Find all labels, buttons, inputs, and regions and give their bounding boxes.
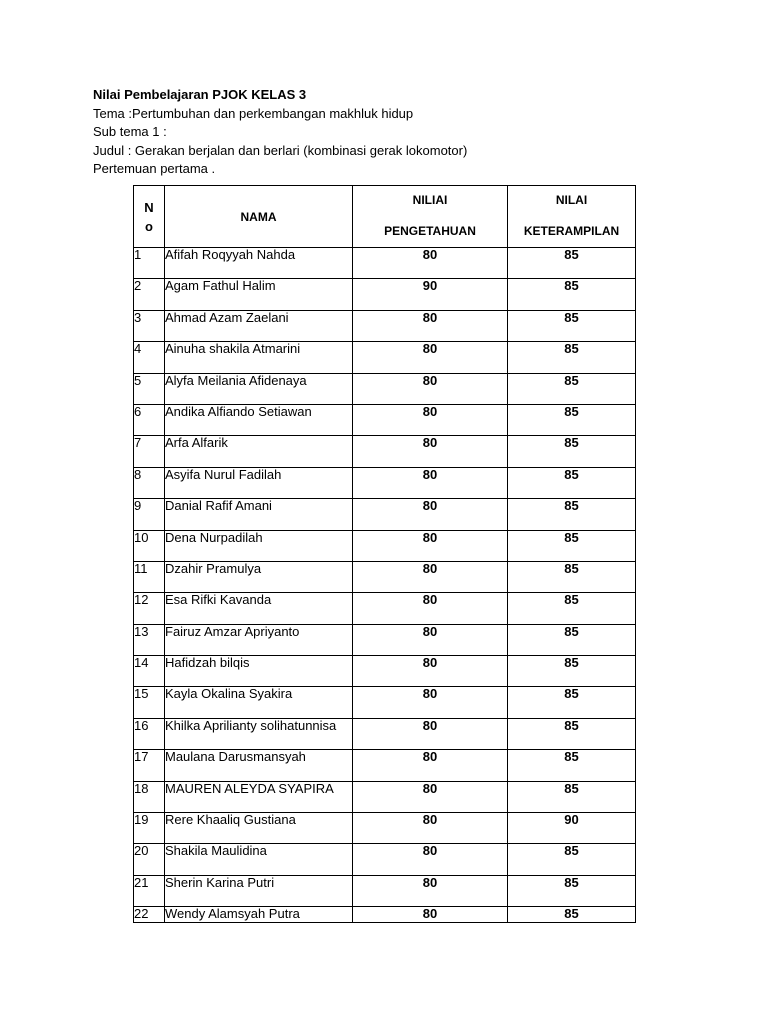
row-pengetahuan: 80 <box>353 499 508 530</box>
row-nama: Wendy Alamsyah Putra <box>165 907 353 923</box>
table-row <box>134 844 636 875</box>
row-keterampilan: 85 <box>508 844 636 875</box>
row-no: 14 <box>134 656 165 687</box>
row-keterampilan: 85 <box>508 404 636 435</box>
table-row <box>134 875 636 906</box>
subtema-line: Sub tema 1 : <box>93 124 167 139</box>
row-no: 4 <box>134 342 165 373</box>
row-pengetahuan: 80 <box>353 310 508 341</box>
header-nama: NAMA <box>165 186 353 248</box>
row-no: 18 <box>134 781 165 812</box>
row-nama: Arfa Alfarik <box>165 436 353 467</box>
row-pengetahuan: 80 <box>353 813 508 844</box>
row-nama: Hafidzah bilqis <box>165 656 353 687</box>
row-nama: Ainuha shakila Atmarini <box>165 342 353 373</box>
row-no: 22 <box>134 907 165 923</box>
header-keterampilan <box>508 186 636 248</box>
row-keterampilan: 85 <box>508 907 636 923</box>
row-pengetahuan: 80 <box>353 656 508 687</box>
table-row <box>134 373 636 404</box>
header-keterampilan-line2: KETERAMPILAN <box>523 224 620 238</box>
row-pengetahuan: 80 <box>353 687 508 718</box>
row-no: 7 <box>134 436 165 467</box>
row-keterampilan: 85 <box>508 248 636 279</box>
row-keterampilan: 85 <box>508 687 636 718</box>
row-pengetahuan: 80 <box>353 436 508 467</box>
row-keterampilan: 85 <box>508 656 636 687</box>
row-keterampilan: 85 <box>508 436 636 467</box>
header-no <box>134 186 165 248</box>
row-pengetahuan: 80 <box>353 718 508 749</box>
row-no: 5 <box>134 373 165 404</box>
row-no: 9 <box>134 499 165 530</box>
document-header <box>93 86 467 179</box>
table-row <box>134 813 636 844</box>
row-nama: Shakila Maulidina <box>165 844 353 875</box>
row-no: 20 <box>134 844 165 875</box>
table-header-row <box>134 186 636 248</box>
row-nama: Khilka Aprilianty solihatunnisa <box>165 718 353 749</box>
table-row <box>134 624 636 655</box>
table-row <box>134 248 636 279</box>
row-keterampilan: 85 <box>508 781 636 812</box>
row-keterampilan: 85 <box>508 750 636 781</box>
table-row <box>134 310 636 341</box>
row-pengetahuan: 80 <box>353 248 508 279</box>
row-no: 1 <box>134 248 165 279</box>
row-nama: Afifah Roqyyah Nahda <box>165 248 353 279</box>
table-row <box>134 907 636 923</box>
row-no: 15 <box>134 687 165 718</box>
row-keterampilan: 85 <box>508 310 636 341</box>
table-row <box>134 342 636 373</box>
table-row <box>134 467 636 498</box>
row-pengetahuan: 80 <box>353 844 508 875</box>
row-keterampilan: 85 <box>508 342 636 373</box>
row-nama: Dena Nurpadilah <box>165 530 353 561</box>
tema-line: Tema :Pertumbuhan dan perkembangan makhluk hidup <box>93 105 414 121</box>
row-pengetahuan: 80 <box>353 907 508 923</box>
document-title: Nilai Pembelajaran PJOK KELAS 3 <box>93 87 307 102</box>
header-pengetahuan <box>353 186 508 248</box>
row-pengetahuan: 80 <box>353 561 508 592</box>
table-row <box>134 530 636 561</box>
row-no: 12 <box>134 593 165 624</box>
row-no: 16 <box>134 718 165 749</box>
row-pengetahuan: 80 <box>353 781 508 812</box>
row-pengetahuan: 80 <box>353 875 508 906</box>
row-no: 19 <box>134 813 165 844</box>
row-pengetahuan: 80 <box>353 530 508 561</box>
header-pengetahuan-line1: NILIAI <box>412 193 448 207</box>
row-keterampilan: 85 <box>508 373 636 404</box>
row-no: 17 <box>134 750 165 781</box>
row-nama: MAUREN ALEYDA SYAPIRA <box>165 781 353 812</box>
row-keterampilan: 90 <box>508 813 636 844</box>
row-keterampilan: 85 <box>508 561 636 592</box>
row-no: 11 <box>134 561 165 592</box>
grades-table <box>133 185 636 923</box>
row-pengetahuan: 80 <box>353 750 508 781</box>
row-keterampilan: 85 <box>508 499 636 530</box>
row-nama: Sherin Karina Putri <box>165 875 353 906</box>
row-nama: Rere Khaaliq Gustiana <box>165 813 353 844</box>
row-no: 6 <box>134 404 165 435</box>
row-no: 21 <box>134 875 165 906</box>
row-no: 3 <box>134 310 165 341</box>
row-no: 13 <box>134 624 165 655</box>
row-nama: Asyifa Nurul Fadilah <box>165 467 353 498</box>
row-nama: Alyfa Meilania Afidenaya <box>165 373 353 404</box>
pertemuan-line: Pertemuan pertama . <box>93 161 216 176</box>
row-nama: Fairuz Amzar Apriyanto <box>165 624 353 655</box>
table-row <box>134 718 636 749</box>
row-pengetahuan: 80 <box>353 404 508 435</box>
row-nama: Kayla Okalina Syakira <box>165 687 353 718</box>
row-no: 10 <box>134 530 165 561</box>
row-keterampilan: 85 <box>508 875 636 906</box>
row-pengetahuan: 80 <box>353 373 508 404</box>
header-pengetahuan-line2: PENGETAHUAN <box>384 224 476 238</box>
table-row <box>134 781 636 812</box>
row-nama: Andika Alfiando Setiawan <box>165 404 353 435</box>
table-row <box>134 499 636 530</box>
table-row <box>134 561 636 592</box>
table-row <box>134 750 636 781</box>
row-nama: Ahmad Azam Zaelani <box>165 310 353 341</box>
header-keterampilan-line1: NILAI <box>555 193 588 207</box>
table-row <box>134 436 636 467</box>
row-pengetahuan: 80 <box>353 467 508 498</box>
row-keterampilan: 85 <box>508 530 636 561</box>
row-pengetahuan: 80 <box>353 593 508 624</box>
row-keterampilan: 85 <box>508 593 636 624</box>
row-no: 8 <box>134 467 165 498</box>
row-nama: Maulana Darusmansyah <box>165 750 353 781</box>
row-keterampilan: 85 <box>508 718 636 749</box>
row-keterampilan: 85 <box>508 467 636 498</box>
row-nama: Agam Fathul Halim <box>165 279 353 310</box>
row-pengetahuan: 80 <box>353 624 508 655</box>
row-nama: Dzahir Pramulya <box>165 561 353 592</box>
row-nama: Esa Rifki Kavanda <box>165 593 353 624</box>
row-keterampilan: 85 <box>508 279 636 310</box>
table-row <box>134 279 636 310</box>
judul-line: Judul : Gerakan berjalan dan berlari (kombinasi gerak lokomotor) <box>93 142 468 158</box>
table-row <box>134 404 636 435</box>
header-no-line2: o <box>145 218 153 234</box>
row-pengetahuan: 90 <box>353 279 508 310</box>
row-nama: Danial Rafif Amani <box>165 499 353 530</box>
table-row <box>134 656 636 687</box>
row-keterampilan: 85 <box>508 624 636 655</box>
header-no-line1: N <box>144 199 154 215</box>
row-no: 2 <box>134 279 165 310</box>
row-pengetahuan: 80 <box>353 342 508 373</box>
table-row <box>134 593 636 624</box>
table-row <box>134 687 636 718</box>
